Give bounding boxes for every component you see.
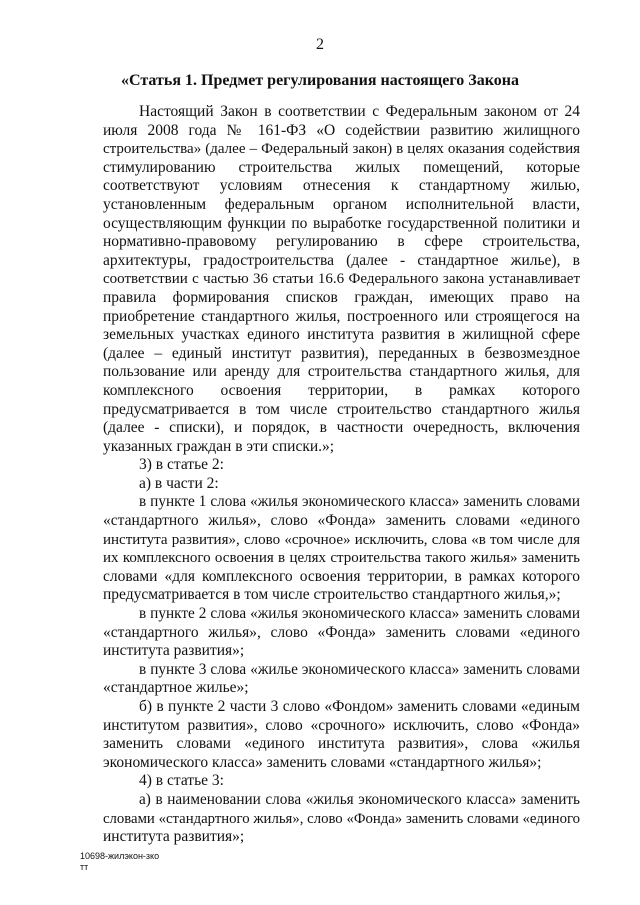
page-number: 2 bbox=[316, 36, 324, 53]
body-line: предусматривается в том числе строительство стандартного жилья bbox=[103, 400, 580, 418]
body-line: заменить словами «единого института развития», слова «жилья bbox=[103, 735, 580, 753]
body-line: в пункте 1 слова «жилья экономического класса» заменить словами bbox=[139, 493, 580, 511]
body-line: правила формирования списков граждан, имеющих право на bbox=[103, 288, 580, 306]
body-line: архитектуры, градостроительства (далее - стандартное жилье), в bbox=[103, 251, 580, 269]
body-line: земельных участках единого института развития в жилищной сфере bbox=[103, 326, 580, 344]
body-line: предусматривается в том числе строительство стандартного жилья,»; bbox=[103, 586, 561, 604]
body-line: словами «для комплексного освоения территории, в рамках которого bbox=[103, 567, 580, 585]
body-line: строительства» (далее – Федеральный закон) в целях оказания содействия bbox=[103, 141, 580, 158]
body-line: установленным федеральным органом исполнительной власти, bbox=[103, 195, 580, 213]
body-line: пользование или аренду для строительства стандартного жилья, для bbox=[103, 363, 580, 381]
body-line: словами «стандартного жилья», слово «Фонда» заменить словами «единого bbox=[103, 810, 580, 827]
body-line: июля 2008 года № 161-ФЗ «О содействии развитию жилищного bbox=[103, 121, 580, 139]
body-line: их комплексного освоения в целях строительства такого жилья» заменить bbox=[103, 550, 580, 567]
body-line: (далее - списки), и порядок, в частности очередность, включения bbox=[103, 419, 580, 437]
body-text bbox=[103, 103, 580, 847]
body-line: «стандартное жилье»; bbox=[103, 679, 249, 697]
body-line: экономического класса» заменить словами «стандартного жилья»; bbox=[103, 753, 542, 771]
article-title: «Статья 1. Предмет регулирования настоящего Закона bbox=[121, 72, 519, 89]
footer bbox=[80, 851, 159, 873]
body-line: Настоящий Закон в соответствии с Федеральным законом от 24 bbox=[139, 103, 580, 120]
body-line: «стандартного жилья», слово «Фонда» заменить словами «единого bbox=[103, 512, 580, 530]
body-line: осуществляющим функции по выработке государственной политики и bbox=[103, 214, 580, 232]
body-line: в пункте 2 слова «жилья экономического класса» заменить словами bbox=[139, 605, 580, 623]
body-line: института развития»; bbox=[103, 642, 245, 660]
body-line: 3) в статье 2: bbox=[139, 456, 224, 474]
body-line: «стандартного жилья», слово «Фонда» заменить словами «единого bbox=[103, 623, 580, 641]
body-line: указанных граждан в эти списки.»; bbox=[103, 437, 335, 455]
body-line: приобретение стандартного жилья, построенного или строящегося на bbox=[103, 307, 580, 325]
body-line: (далее – единый институт развития), переданных в безвозмездное bbox=[103, 344, 580, 362]
body-line: нормативно-правовому регулированию в сфере строительства, bbox=[103, 233, 580, 251]
body-line: 4) в статье 3: bbox=[139, 772, 224, 790]
body-line: комплексного освоения территории, в рамках которого bbox=[103, 381, 580, 399]
body-line: института развития»; bbox=[103, 828, 245, 846]
body-line: в пункте 3 слова «жилье экономического класса» заменить словами bbox=[139, 660, 580, 678]
body-line: институтом развития», слово «срочного» исключить, слово «Фонда» bbox=[103, 716, 580, 734]
footer-initials: тт bbox=[80, 862, 89, 872]
body-line: а) в наименовании слова «жилья экономического класса» заменить bbox=[139, 790, 580, 808]
footer-doc-code: 10698-жилэкон-зко bbox=[80, 851, 160, 861]
body-line: соответствуют условиям отнесения к стандартному жилью, bbox=[103, 177, 580, 195]
body-line: стимулированию строительства жилых помещений, которые bbox=[103, 158, 580, 176]
body-line: института развития», слово «срочное» исключить, слова «в том числе для bbox=[103, 531, 580, 548]
body-line: б) в пункте 2 части 3 слово «Фондом» заменить словами «единым bbox=[139, 698, 580, 715]
body-line: соответствии с частью 36 статьи 16.6 Федерального закона устанавливает bbox=[103, 271, 580, 288]
body-line: а) в части 2: bbox=[139, 474, 219, 492]
